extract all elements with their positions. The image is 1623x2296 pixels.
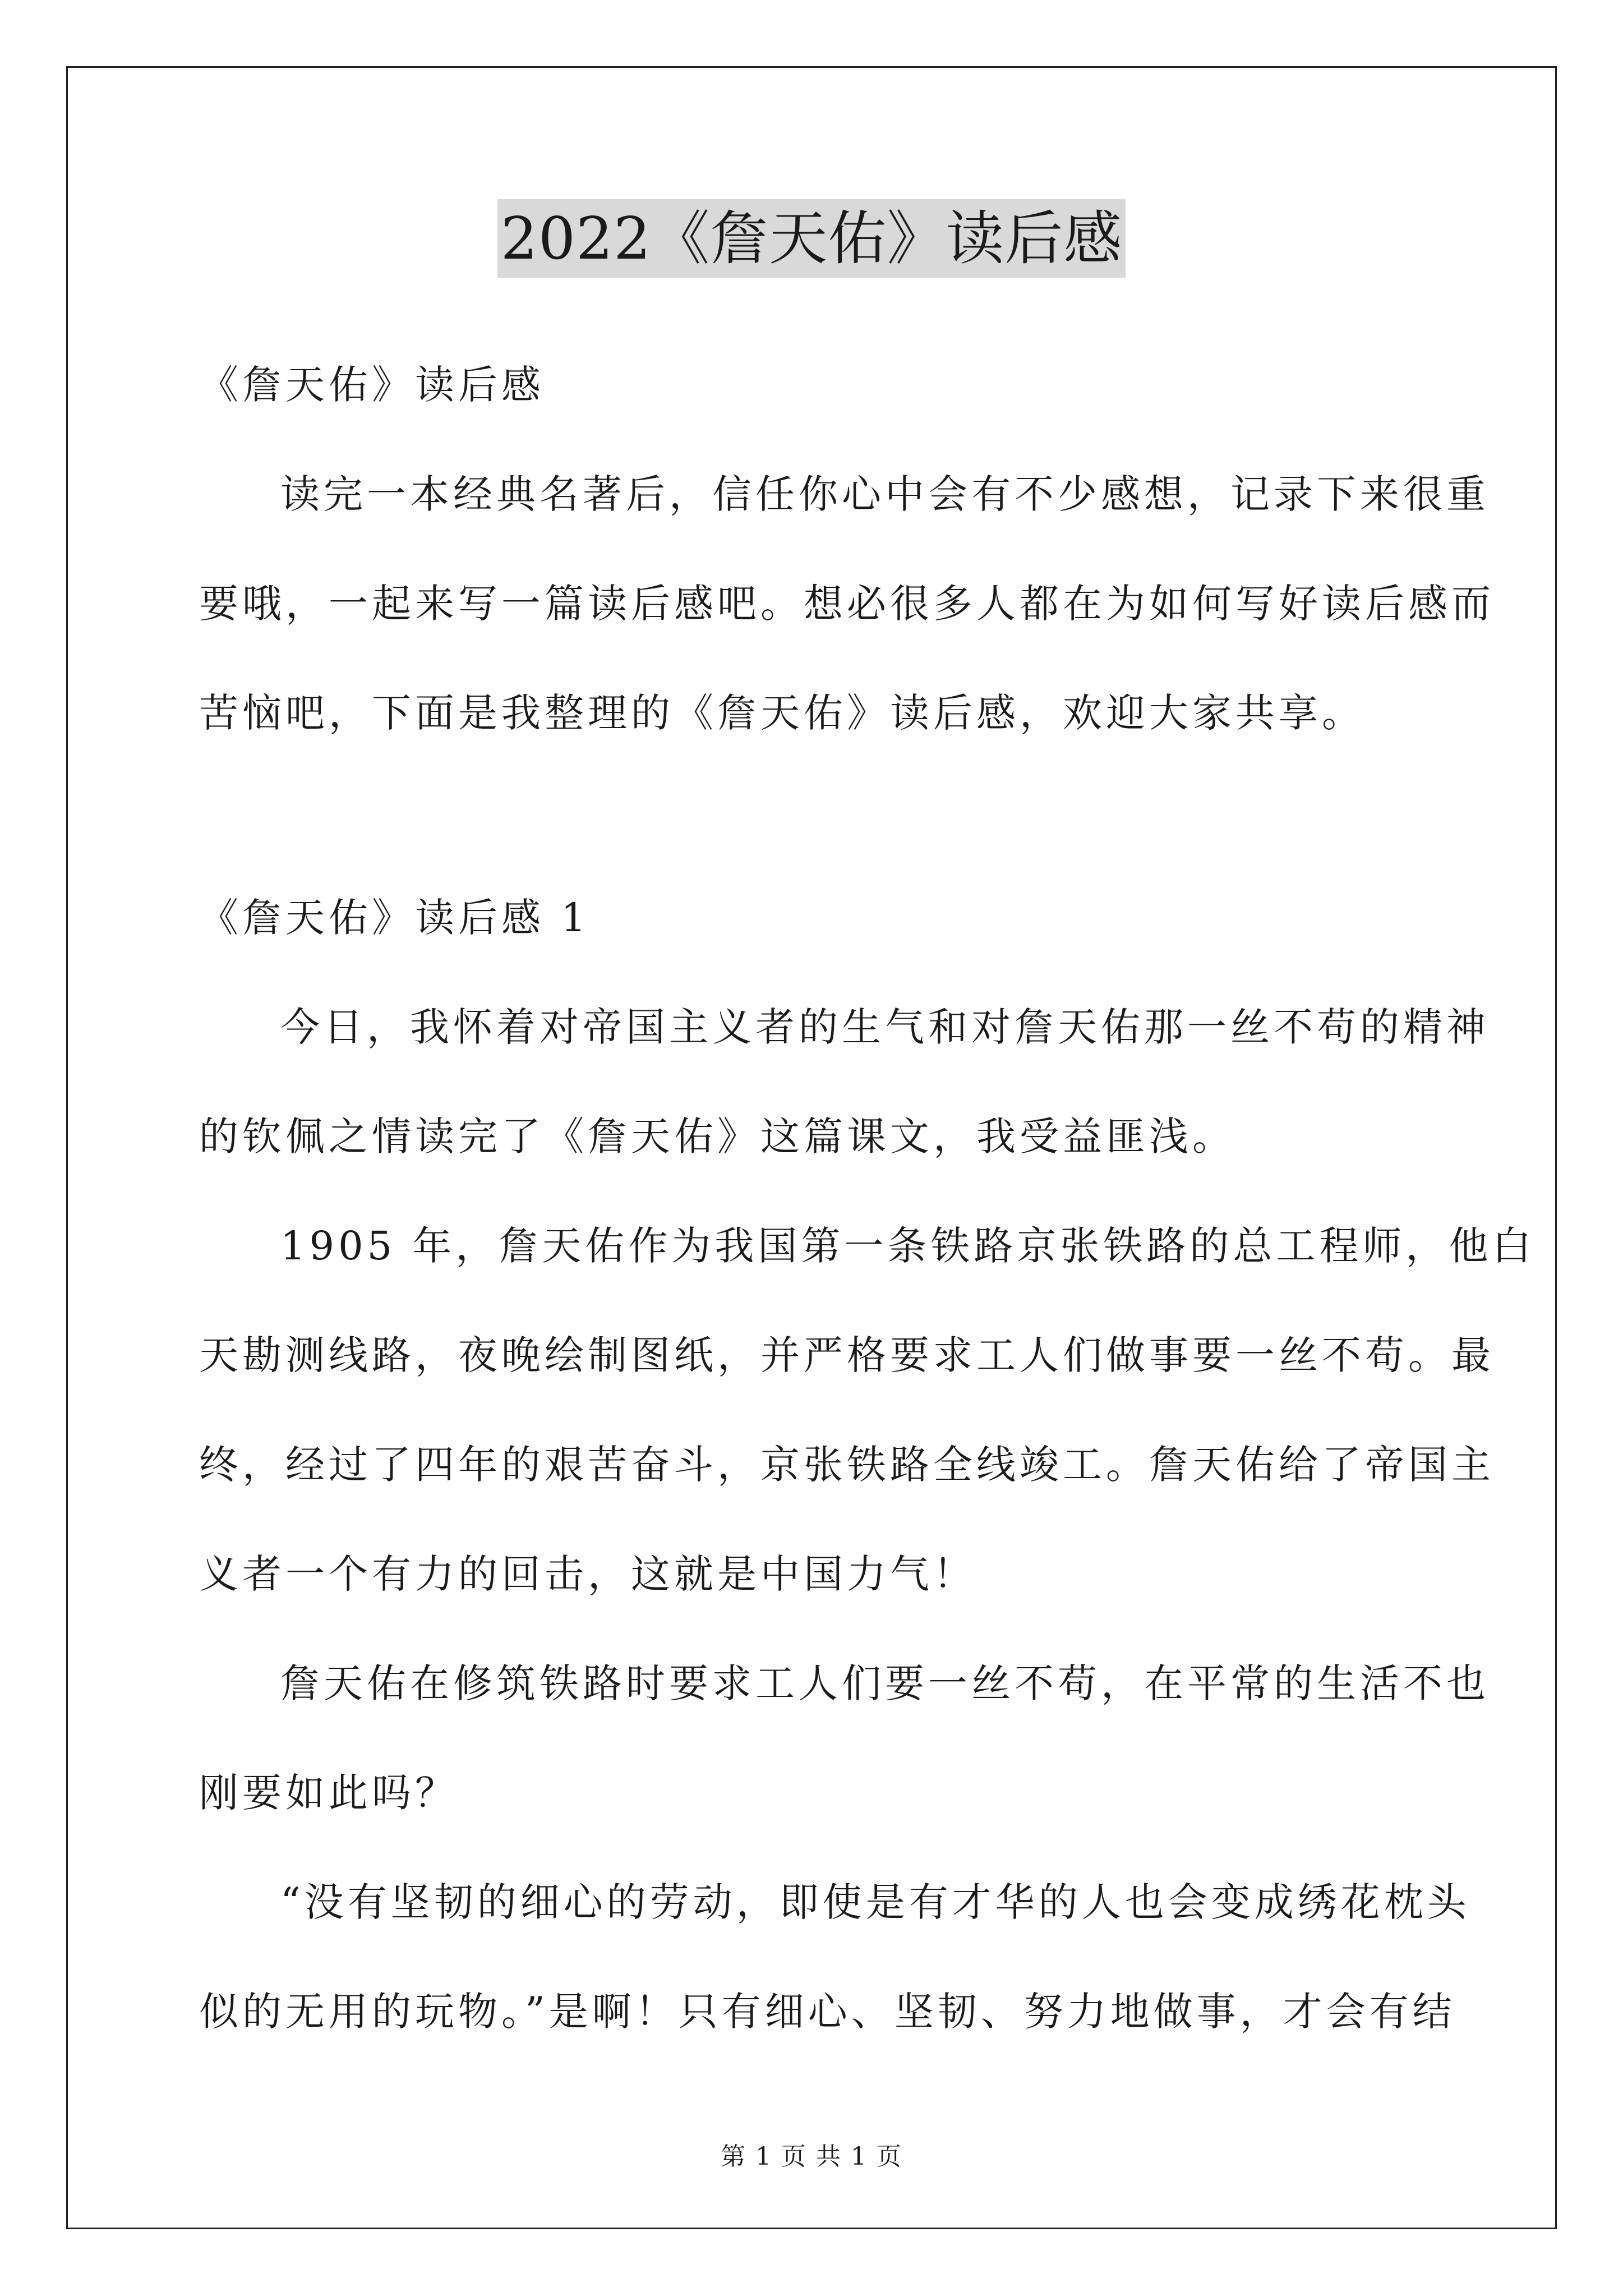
title-wrap (0, 199, 1623, 278)
body-line: 天勘测线路，夜晚绘制图纸，并严格要求工人们做事要一丝不苟。最 (199, 1332, 1495, 1378)
body-line: 似的无用的玩物。”是啊！只有细心、坚韧、努力地做事，才会有结 (199, 1989, 1456, 2035)
page-footer: 第 1 页 共 1 页 (721, 2142, 902, 2171)
intro-line: 读完一本经典名著后，信任你心中会有不少感想，记录下来很重 (280, 471, 1490, 517)
body-line: 詹天佑在修筑铁路时要求工人们要一丝不苟，在平常的生活不也 (280, 1660, 1490, 1706)
body-line: 义者一个有力的回击，这就是中国力气！ (199, 1551, 976, 1597)
body-line: 刚要如此吗？ (199, 1770, 458, 1816)
body-line: 今日，我怀着对帝国主义者的生气和对詹天佑那一丝不苟的精神 (280, 1004, 1490, 1050)
intro-line: 要哦，一起来写一篇读后感吧。想必很多人都在为如何写好读后感而 (199, 581, 1495, 627)
section-heading-text: 《詹天佑》读后感 1 (199, 895, 590, 941)
body-line: “没有坚韧的细心的劳动，即使是有才华的人也会变成绣花枕头 (280, 1879, 1470, 1925)
body-line: 的钦佩之情读完了《詹天佑》这篇课文，我受益匪浅。 (199, 1114, 1235, 1159)
subtitle-text: 《詹天佑》读后感 (199, 362, 545, 408)
intro-line: 苦恼吧，下面是我整理的《詹天佑》读后感，欢迎大家共享。 (199, 690, 1365, 736)
document-title: 2022《詹天佑》读后感 (497, 199, 1126, 278)
body-line: 终，经过了四年的艰苦奋斗，京张铁路全线竣工。詹天佑给了帝国主 (199, 1442, 1495, 1488)
body-line: 1905 年，詹天佑作为我国第一条铁路京张铁路的总工程师，他白 (280, 1223, 1536, 1269)
